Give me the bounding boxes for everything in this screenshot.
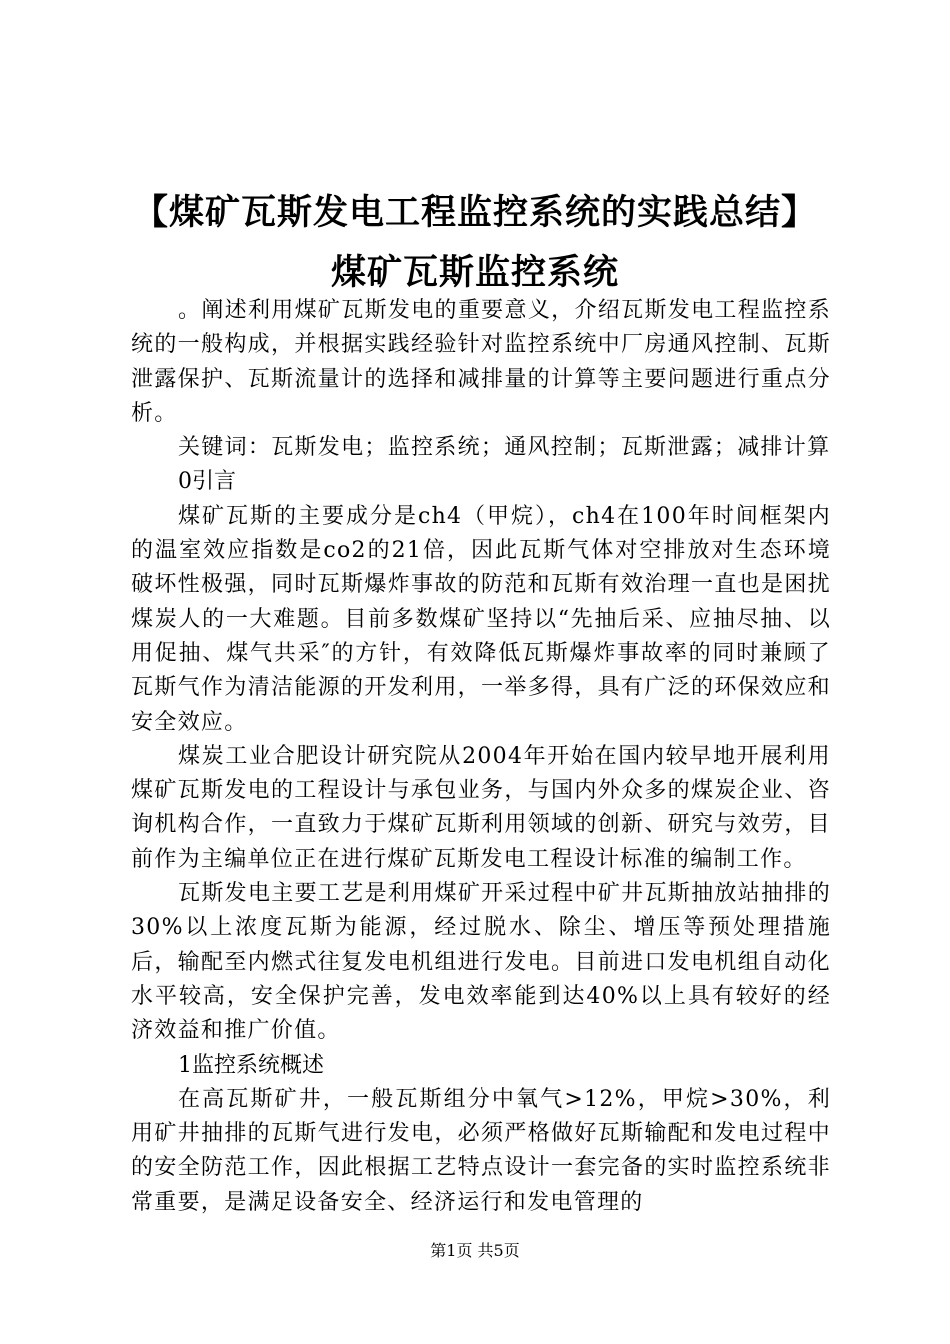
section-1-heading: 1监控系统概述 bbox=[178, 1052, 324, 1078]
page-number-footer: 第1页 共5页 bbox=[430, 1241, 520, 1260]
keywords-paragraph: 关键词：瓦斯发电；监控系统；通风控制；瓦斯泄露；减排计算 bbox=[178, 435, 831, 461]
document-body bbox=[131, 294, 831, 1220]
section-0-heading: 0引言 bbox=[178, 469, 236, 495]
section-1-paragraph-1: 在高瓦斯矿井，一般瓦斯组分中氧气>12%，甲烷>30%，利用矿井抽排的瓦斯气进行发电，必须严格做好瓦斯输配和发电过程中的安全防范工作，因此根据工艺特点设计一套完备的实时监控系统非常重要，是满足设备安全、经济运行和发电管理的 bbox=[131, 1086, 831, 1215]
section-0-paragraph-3: 瓦斯发电主要工艺是利用煤矿开采过程中矿井瓦斯抽放站抽排的30%以上浓度瓦斯为能源，经过脱水、除尘、增压等预处理措施后，输配至内燃式往复发电机组进行发电。目前进口发电机组自动化水平较高，安全保护完善，发电效率能到达40%以上具有较好的经济效益和推广价值。 bbox=[131, 881, 831, 1044]
abstract-paragraph: 。阐述利用煤矿瓦斯发电的重要意义，介绍瓦斯发电工程监控系统的一般构成，并根据实践经验针对监控系统中厂房通风控制、瓦斯泄露保护、瓦斯流量计的选择和减排量的计算等主要问题进行重点分析。 bbox=[131, 298, 831, 426]
document-title: 【煤矿瓦斯发电工程监控系统的实践总结】煤矿瓦斯监控系统 bbox=[132, 193, 817, 293]
section-0-paragraph-2: 煤炭工业合肥设计研究院从2004年开始在国内较早地开展利用煤矿瓦斯发电的工程设计与承包业务，与国内外众多的煤炭企业、咨询机构合作，一直致力于煤矿瓦斯利用领域的创新、研究与效劳，目前作为主编单位正在进行煤矿瓦斯发电工程设计标准的编制工作。 bbox=[131, 743, 831, 872]
section-0-paragraph-1: 煤矿瓦斯的主要成分是ch4（甲烷），ch4在100年时间框架内的温室效应指数是co2的21倍，因此瓦斯气体对空排放对生态环境破坏性极强，同时瓦斯爆炸事故的防范和瓦斯有效治理一直也是困扰煤炭人的一大难题。目前多数煤矿坚持以“先抽后采、应抽尽抽、以用促抽、煤气共采″的方针，有效降低瓦斯爆炸事故率的同时兼顾了瓦斯气作为清洁能源的开发利用，一举多得，具有广泛的环保效应和安全效应。 bbox=[131, 503, 831, 735]
